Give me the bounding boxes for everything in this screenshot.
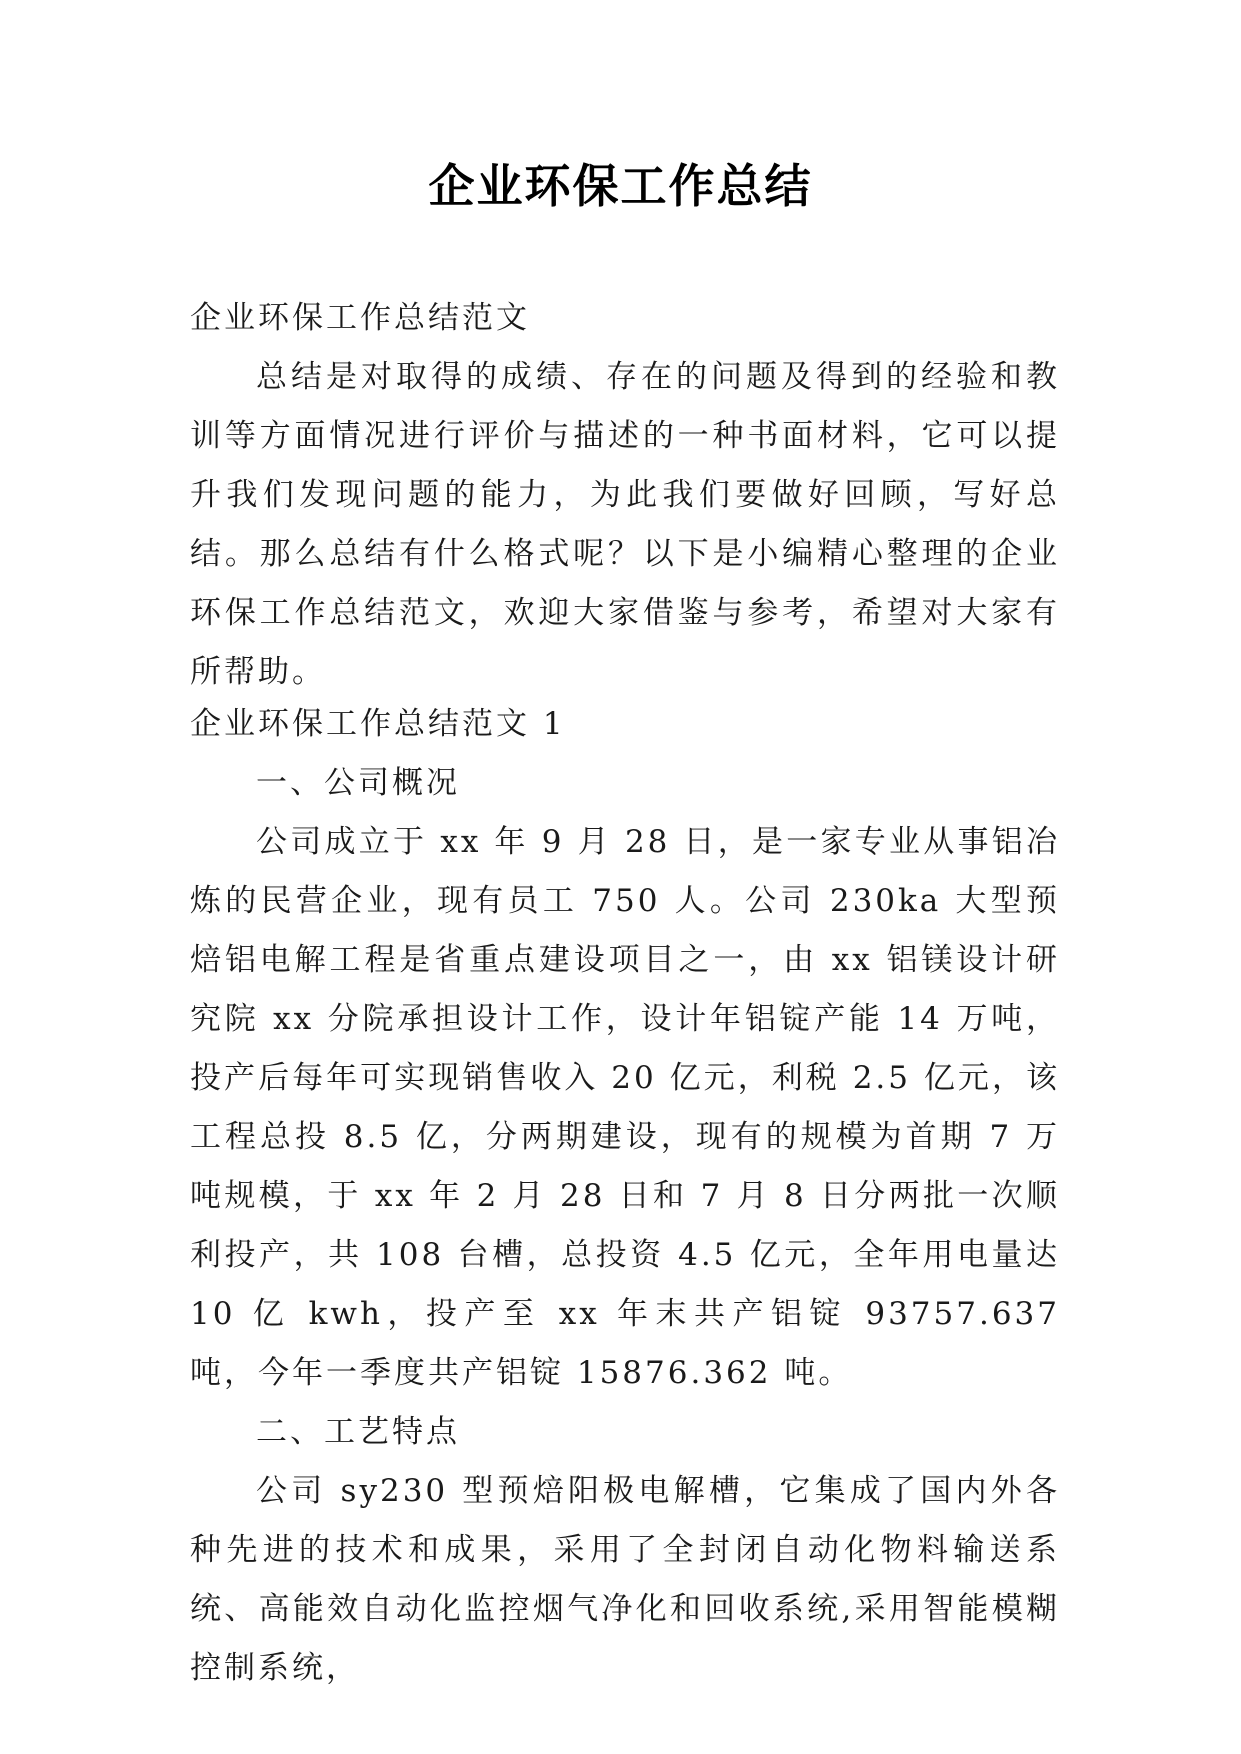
intro-paragraph: 总结是对取得的成绩、存在的问题及得到的经验和教训等方面情况进行评价与描述的一种书面材料，它可以提升我们发现问题的能力，为此我们要做好回顾，写好总结。那么总结有什么格式呢？以下是小编精心整理的企业环保工作总结范文，欢迎大家借鉴与参考，希望对大家有所帮助。 (190, 359, 1060, 690)
intro-heading: 企业环保工作总结范文 (190, 300, 530, 336)
subsection-heading-overview: 一、公司概况 (256, 765, 460, 801)
process-paragraph: 公司 sy230 型预焙阳极电解槽，它集成了国内外各种先进的技术和成果，采用了全封闭自动化物料输送系统、高能效自动化监控烟气净化和回收系统,采用智能模糊控制系统， (190, 1473, 1060, 1686)
section-block (190, 695, 1060, 1698)
subsection-heading-process: 二、工艺特点 (256, 1414, 460, 1450)
intro-block (190, 289, 1060, 702)
page-title: 企业环保工作总结 (428, 159, 813, 213)
overview-paragraph: 公司成立于 xx 年 9 月 28 日，是一家专业从事铝冶炼的民营企业，现有员工 750 人。公司 230ka 大型预焙铝电解工程是省重点建设项目之一，由 xx 铝镁设计研究院 xx 分院承担设计工作，设计年铝锭产能 14 万吨，投产后每年可实现销售收入 20 亿元，利税 2.5 亿元，该工程总投 8.5 亿，分两期建设，现有的规模为首期 7 万吨规模，于 xx 年 2 月 28 日和 7 月 8 日分两批一次顺利投产，共 108 台槽，总投资 4.5 亿元，全年用电量达 10 亿 kwh，投产至 xx 年末共产铝锭 93757.637 吨，今年一季度共产铝锭 15876.362 吨。 (190, 824, 1060, 1391)
section-heading: 企业环保工作总结范文 1 (190, 706, 566, 742)
